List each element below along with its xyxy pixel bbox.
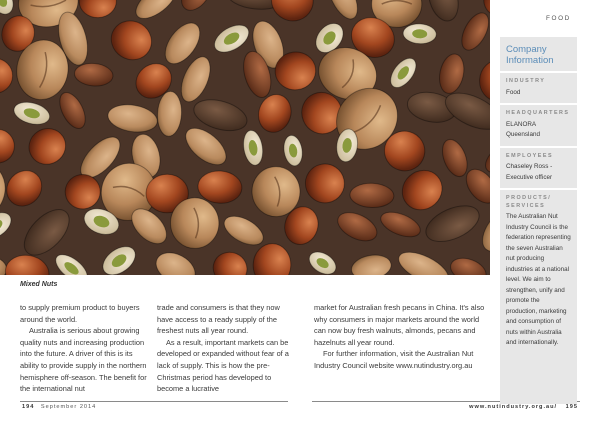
footer-right (469, 404, 578, 410)
article-column-2 (157, 302, 290, 395)
headquarters-section (500, 103, 577, 146)
page-number-left: 194 (22, 404, 35, 410)
headquarters-label: HEADQUARTERS (506, 110, 570, 117)
section-label: FOOD (546, 15, 571, 22)
issue-date: September 2014 (40, 404, 97, 410)
sidebar-title: Company Information (506, 44, 554, 66)
paragraph: market for Australian fresh pecans in China. It's also why consumers in major markets around the world can now buy fresh walnuts, almonds, pecans and hazelnuts all year round. (314, 303, 485, 347)
paragraph: to supply premium product to buyers around the world. (20, 303, 140, 324)
paragraph: trade and consumers is that they now have access to a ready supply of the freshest nuts all year round. (157, 303, 280, 336)
photo-caption: Mixed Nuts (20, 281, 58, 288)
website-url[interactable]: www.nutindustry.org.au/ (469, 404, 558, 410)
article-column-3 (314, 302, 489, 372)
products-label: PRODUCTS/ SERVICES (506, 195, 552, 209)
products-value: The Australian Nut Industry Council is the federation representing the seven Australian nut producing industries at a national level. We aim to strengthen, unify and promote the production, marketing and consumption of nuts within Australia and internationally. (506, 213, 571, 347)
footer-rule-left (20, 401, 288, 402)
page-number-right: 195 (565, 404, 578, 410)
company-info-sidebar (500, 37, 577, 404)
paragraph: Australia is serious about growing quality nuts and increasing production into the future. A driver of this is its ability to provide supply in the northern hemisphere off-season. The benefit for the international nut (20, 326, 147, 394)
employees-label: EMPLOYEES (506, 152, 554, 159)
employees-value: Chaseley Ross - Executive officer (506, 163, 553, 181)
article-column-1 (20, 302, 150, 395)
employees-section (500, 146, 577, 189)
paragraph: For further information, visit the Australian Nut Industry Council website www.nutindustry.org.au (314, 349, 474, 370)
paragraph: As a result, important markets can be developed or expanded without fear of a lack of supply. This is how the pre-Christmas period has developed to become a lucrative (157, 337, 289, 394)
industry-section (500, 71, 577, 103)
industry-value: Food (506, 88, 521, 96)
headquarters-value: ELANORA Queensland (506, 120, 540, 139)
footer-left (22, 404, 96, 410)
products-section (500, 188, 577, 354)
industry-label: INDUSTRY (506, 78, 546, 84)
